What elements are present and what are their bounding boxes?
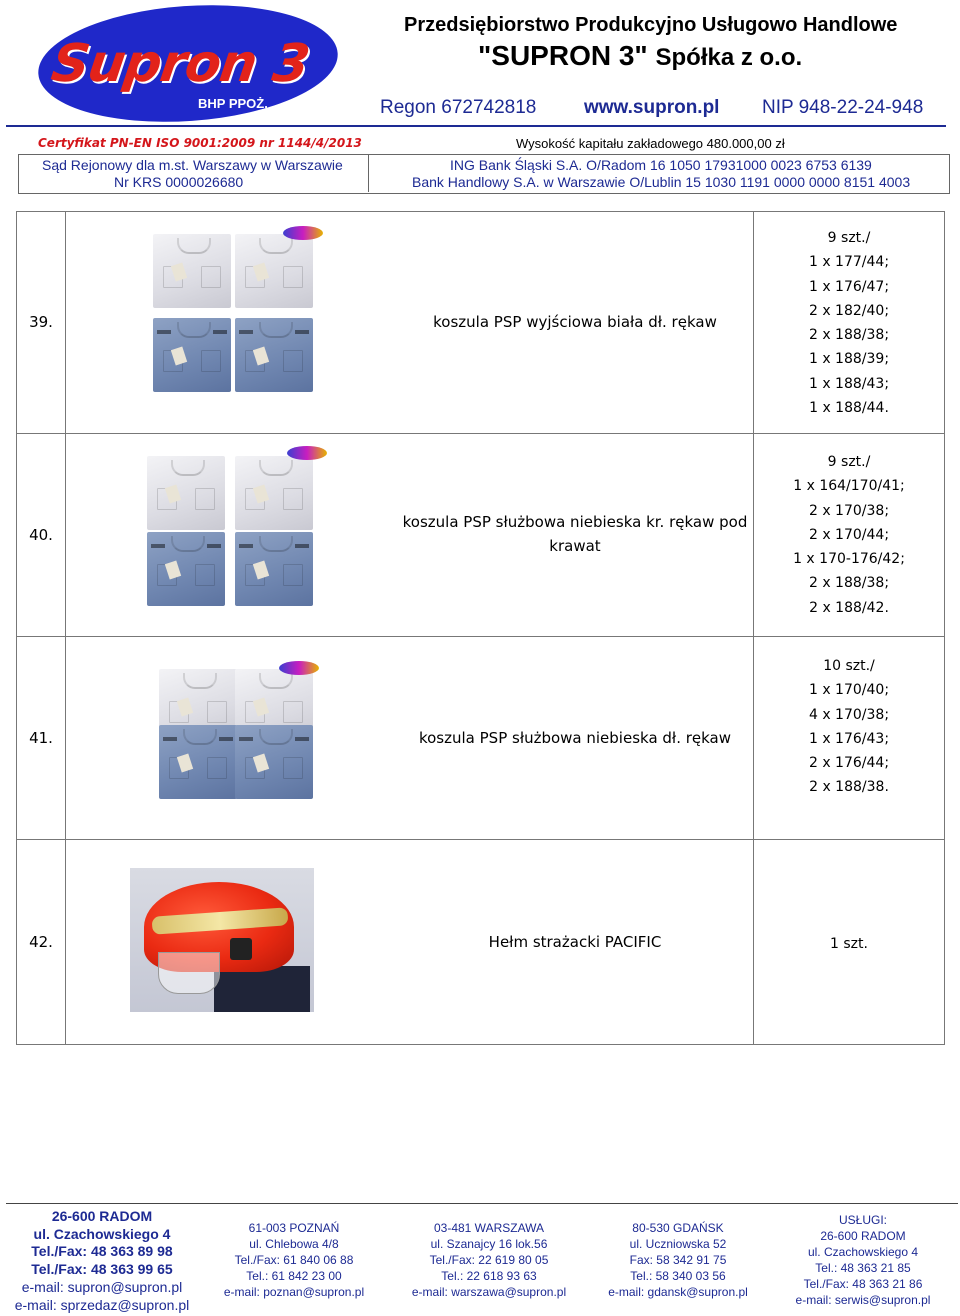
item-quantity [753, 654, 945, 800]
company-logo [30, 4, 350, 124]
footer-warszawa [404, 1220, 574, 1300]
quantity-line: 9 szt./ [827, 230, 871, 246]
shirt-image [147, 456, 225, 530]
brand-badge-icon [287, 446, 327, 460]
footer-line: USŁUGI: [838, 1213, 887, 1227]
quantity-line: 2 x 170/44; [808, 526, 890, 543]
item-name: koszula PSP służbowa niebieska dł. rękaw [418, 729, 732, 747]
item-name: Hełm strażacki PACIFIC [488, 933, 662, 951]
quantity-line: 1 x 188/39; [808, 351, 890, 368]
item-quantity [753, 226, 945, 420]
footer-email[interactable]: e-mail: warszawa@supron.pl [411, 1285, 567, 1299]
capital-text: Wysokość kapitału zakładowego 480.000,00 zł [516, 136, 785, 151]
company-name-main: "SUPRON 3" [478, 40, 648, 71]
shirt-image [235, 456, 313, 530]
footer-uslugi [780, 1212, 946, 1308]
footer-line: Tel.: 22 618 93 63 [441, 1269, 537, 1283]
item-quantity [753, 450, 945, 620]
item-name-line: krawat [549, 537, 601, 555]
column-divider [65, 212, 66, 433]
footer-email[interactable]: e-mail: gdansk@supron.pl [608, 1285, 748, 1299]
item-number: 42. [29, 933, 53, 951]
footer-gdansk [596, 1220, 760, 1300]
column-divider [65, 637, 66, 839]
table-row [16, 636, 945, 840]
quantity-line: 1 x 188/44. [809, 400, 889, 417]
footer-line: 26-600 RADOM [51, 1208, 153, 1224]
footer-line: Tel./Fax: 48 363 89 98 [31, 1243, 173, 1260]
footer-email[interactable]: e-mail: poznan@supron.pl [223, 1285, 365, 1299]
quantity-line: 1 szt. [830, 936, 868, 952]
item-quantity [753, 932, 945, 956]
quantity-line: 1 x 176/47; [808, 278, 890, 295]
quantity-line: 1 x 176/43; [808, 730, 890, 747]
footer-line: Tel./Fax: 22 619 80 05 [429, 1253, 549, 1267]
item-number: 39. [29, 313, 53, 331]
certificate-text: Certyfikat PN-EN ISO 9001:2009 nr 1144/4/2013 [38, 136, 362, 150]
quantity-line: 2 x 188/38. [809, 779, 889, 796]
shirt-image [235, 725, 313, 799]
footer-line: Tel.: 48 363 21 85 [815, 1261, 911, 1275]
item-name: koszula PSP wyjściowa biała dł. rękaw [433, 313, 717, 331]
court-line1: Sąd Rejonowy dla m.st. Warszawy w Warszawie [42, 157, 343, 173]
quantity-line: 4 x 170/38; [808, 706, 890, 723]
bank-line2: Bank Handlowy S.A. w Warszawie O/Lublin 15 1030 1191 0000 0000 8151 4003 [412, 174, 911, 190]
bank-line1: ING Bank Śląski S.A. O/Radom 16 1050 17931000 0023 6753 6139 [450, 157, 872, 173]
quantity-line: 2 x 182/40; [808, 302, 890, 319]
nip-number: NIP 948-22-24-948 [762, 97, 924, 118]
shirt-image [153, 234, 231, 308]
footer-divider [6, 1203, 958, 1204]
quantity-line: 2 x 176/44; [808, 755, 890, 772]
shirt-image [153, 318, 231, 392]
footer-line: Tel.: 58 340 03 56 [630, 1269, 726, 1283]
helmet-image [130, 868, 314, 1012]
footer-line: Tel./Fax: 48 363 99 65 [31, 1261, 173, 1278]
court-line2: Nr KRS 0000026680 [114, 174, 244, 190]
footer-line: Tel.: 61 842 23 00 [246, 1269, 342, 1283]
registration-box-divider [368, 154, 369, 192]
table-row [16, 211, 945, 434]
brand-badge-icon [283, 226, 323, 240]
item-name [397, 510, 753, 558]
company-name [478, 40, 802, 72]
quantity-line: 10 szt./ [823, 658, 875, 674]
brand-badge-icon [279, 661, 319, 675]
footer-email[interactable]: e-mail: serwis@supron.pl [795, 1293, 931, 1307]
footer-line: 03-481 WARSZAWA [433, 1221, 545, 1235]
quantity-line: 9 szt./ [827, 454, 871, 470]
footer-radom [14, 1208, 190, 1314]
footer-line: Fax: 58 342 91 75 [629, 1253, 727, 1267]
footer-line: ul. Czachowskiego 4 [807, 1245, 919, 1259]
company-form: Spółka z o.o. [655, 44, 803, 71]
quantity-line: 1 x 177/44; [808, 254, 890, 271]
company-line1: Przedsiębiorstwo Produkcyjno Usługowo Handlowe [404, 14, 898, 36]
shirt-image [235, 532, 313, 606]
column-divider [65, 840, 66, 1044]
footer-line: 80-530 GDAŃSK [632, 1221, 724, 1235]
footer-line: Tel./Fax: 48 363 21 86 [803, 1277, 923, 1291]
quantity-line: 2 x 188/38; [808, 575, 890, 592]
shirt-image [235, 234, 313, 308]
quantity-line: 2 x 188/42. [809, 599, 889, 616]
quantity-line: 2 x 188/38; [808, 327, 890, 344]
footer-line: ul. Uczniowska 52 [629, 1237, 727, 1251]
quantity-line: 1 x 170-176/42; [793, 551, 905, 568]
item-number: 40. [29, 526, 53, 544]
table-row [16, 433, 945, 637]
footer-line: ul. Czachowskiego 4 [33, 1225, 171, 1242]
footer-poznan [214, 1220, 374, 1300]
shirt-image [159, 725, 237, 799]
regon-number: Regon 672742818 [380, 97, 537, 118]
footer-email[interactable]: e-mail: supron@supron.pl [21, 1278, 183, 1295]
footer-line: 61-003 POZNAŃ [248, 1221, 340, 1235]
quantity-line: 1 x 170/40; [808, 682, 890, 699]
footer-email[interactable]: e-mail: sprzedaz@supron.pl [14, 1296, 190, 1313]
shirt-image [235, 318, 313, 392]
quantity-line: 1 x 164/170/41; [793, 478, 905, 495]
column-divider [65, 434, 66, 636]
footer-line: ul. Szanajcy 16 lok.56 [430, 1237, 548, 1251]
footer-line: ul. Chlebowa 4/8 [249, 1237, 339, 1251]
website-link[interactable]: www.supron.pl [584, 97, 720, 118]
header-divider [6, 125, 946, 127]
footer-line: Tel./Fax: 61 840 06 88 [234, 1253, 354, 1267]
shirt-image [147, 532, 225, 606]
item-number: 41. [29, 729, 53, 747]
quantity-line: 2 x 170/38; [808, 502, 890, 519]
footer-line: 26-600 RADOM [820, 1229, 906, 1243]
quantity-line: 1 x 188/43; [808, 375, 890, 392]
logo-text: Supron 3 [47, 34, 313, 94]
item-name-line: koszula PSP służbowa niebieska kr. rękaw pod [402, 513, 748, 531]
logo-subtitle: BHP PPOŻ. [198, 96, 268, 111]
